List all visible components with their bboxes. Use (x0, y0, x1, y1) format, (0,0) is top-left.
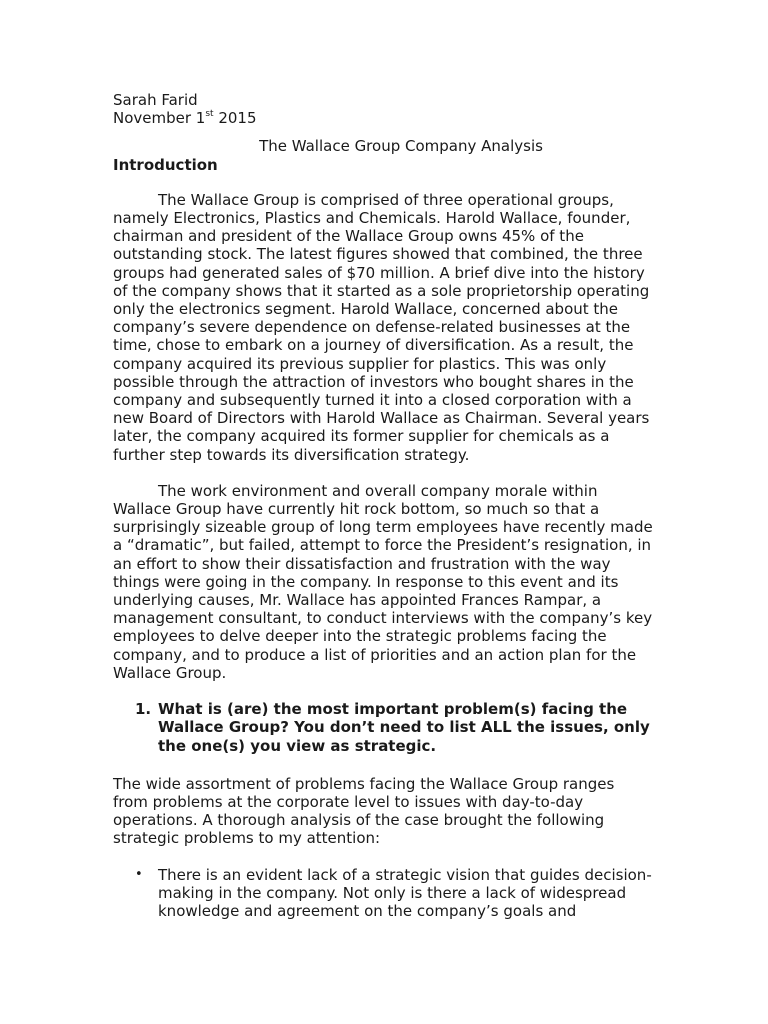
paragraph-line: of the company shows that it started as a sole proprietorship operating (113, 281, 650, 300)
paragraph-line: from problems at the corporate level to issues with day-to-day (113, 792, 584, 811)
paragraph-line: namely Electronics, Plastics and Chemicals. Harold Wallace, founder, (113, 209, 631, 228)
paragraph-line: chairman and president of the Wallace Group owns 45% of the (113, 227, 584, 246)
paragraph-line: new Board of Directors with Harold Wallace as Chairman. Several years (113, 409, 650, 428)
answer-1-paragraph (113, 775, 673, 848)
paragraph-line: further step towards its diversification strategy. (113, 445, 470, 464)
paragraph-line: things were going in the company. In response to this event and its (113, 572, 619, 591)
paragraph-line: employees to delve deeper into the strategic problems facing the (113, 627, 607, 646)
bullet-line: There is an evident lack of a strategic vision that guides decision- (158, 865, 652, 884)
introduction-paragraph-1 (113, 191, 673, 464)
paragraph-line: time, chose to embark on a journey of diversification. As a result, the (113, 336, 634, 355)
paragraph-line: The wide assortment of problems facing the Wallace Group ranges (113, 774, 615, 793)
introduction-heading: Introduction (113, 155, 218, 174)
paragraph-line: company acquired its previous supplier for plastics. This was only (113, 354, 607, 373)
paragraph-line: operations. A thorough analysis of the case brought the following (113, 811, 605, 830)
introduction-paragraph-2 (113, 482, 673, 682)
paragraph-line: Wallace Group have currently hit rock bottom, so much so that a (113, 500, 600, 519)
document-page (113, 91, 673, 920)
paragraph-line: Wallace Group. (113, 663, 227, 682)
question-number: 1. (135, 700, 152, 719)
bullet-line: making in the company. Not only is there a lack of widespread (158, 883, 627, 902)
paragraph-line: company and subsequently turned it into a closed corporation with a (113, 391, 632, 410)
paragraph-line: The Wallace Group is comprised of three operational groups, (158, 190, 614, 209)
bullet-line: knowledge and agreement on the company’s goals and (158, 901, 577, 920)
paragraph-line: underlying causes, Mr. Wallace has appointed Frances Rampar, a (113, 591, 602, 610)
question-line: the one(s) you view as strategic. (158, 736, 437, 755)
paragraph-line: possible through the attraction of investors who bought shares in the (113, 372, 634, 391)
date-prefix: November 1 (113, 109, 206, 128)
document-title: The Wallace Group Company Analysis (259, 137, 543, 156)
bullet-icon: • (135, 866, 143, 882)
paragraph-line: later, the company acquired its former supplier for chemicals as a (113, 427, 610, 446)
date-superscript: st (205, 109, 214, 120)
paragraph-line: The work environment and overall company morale within (158, 481, 598, 500)
document-date (113, 109, 673, 127)
question-line: Wallace Group? You don’t need to list ALL the issues, only (158, 718, 650, 737)
paragraph-line: surprisingly sizeable group of long term employees have recently made (113, 518, 653, 537)
paragraph-line: an effort to show their dissatisfaction and frustration with the way (113, 554, 611, 573)
question-line: What is (are) the most important problem(s) facing the (158, 700, 628, 719)
paragraph-line: outstanding stock. The latest figures showed that combined, the three (113, 245, 643, 264)
paragraph-line: company’s severe dependence on defense-related businesses at the (113, 318, 631, 337)
author-name: Sarah Farid (113, 91, 198, 109)
date-suffix: 2015 (213, 109, 257, 128)
paragraph-line: management consultant, to conduct interviews with the company’s key (113, 609, 653, 628)
paragraph-line: company, and to produce a list of priorities and an action plan for the (113, 645, 637, 664)
question-1 (113, 700, 673, 755)
paragraph-line: strategic problems to my attention: (113, 829, 381, 848)
bullet-item (113, 866, 673, 921)
paragraph-line: only the electronics segment. Harold Wallace, concerned about the (113, 300, 619, 319)
paragraph-line: groups had generated sales of $70 million. A brief dive into the history (113, 263, 645, 282)
paragraph-line: a “dramatic”, but failed, attempt to force the President’s resignation, in (113, 536, 652, 555)
